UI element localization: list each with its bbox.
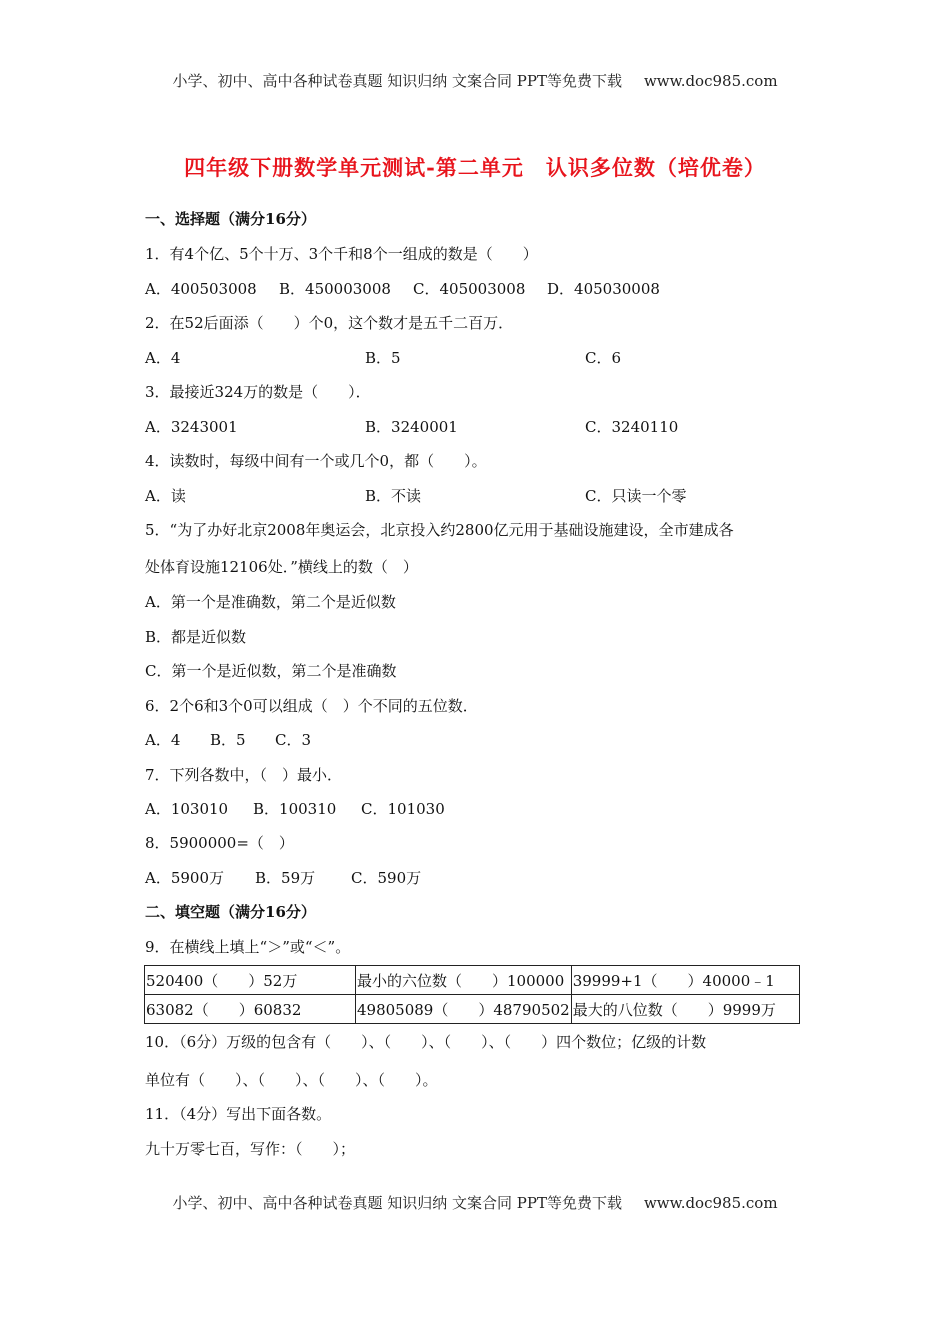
page-header [0, 70, 950, 91]
header-text: 小学、初中、高中各种试卷真题 知识归纳 文案合同 PPT等免费下载 [172, 72, 622, 90]
option-b: B．5 [210, 731, 246, 749]
question-11-item-1: 九十万零七百，写作：（ ）； [145, 1140, 356, 1158]
option-b: B．59万 [255, 869, 316, 887]
table-row [145, 995, 800, 1024]
option-a: A．5900万 [145, 869, 225, 887]
option-a: A．读 [145, 487, 186, 505]
question-10-line-2: 单位有（ ）、（ ）、（ ）、（ ）。 [145, 1071, 438, 1089]
question-5-option-a: A．第一个是准确数，第二个是近似数 [145, 593, 396, 611]
option-d: D．405030008 [547, 280, 660, 298]
option-b: B．100310 [253, 800, 337, 818]
question-7-options [145, 798, 445, 819]
option-a: A．400503008 [145, 280, 257, 298]
table-cell: 49805089（ ）48790502 [356, 995, 572, 1024]
question-5-line-2: 处体育设施12106处．”横线上的数（ ） [145, 558, 418, 576]
question-2: 2．在52后面添（ ）个0，这个数才是五千二百万． [145, 314, 514, 332]
question-1-options [145, 278, 660, 299]
option-b: B．5 [365, 349, 401, 367]
table-cell: 最小的六位数（ ）100000 [356, 966, 572, 995]
option-b: B．3240001 [365, 418, 458, 436]
option-a: A．4 [145, 731, 181, 749]
page-title: 四年级下册数学单元测试-第二单元 认识多位数（培优卷） [184, 155, 766, 180]
option-c: C．只读一个零 [585, 487, 687, 505]
question-8: 8．5900000=（ ） [145, 834, 294, 852]
page-footer [0, 1192, 950, 1213]
section-heading-choice: 一、选择题（满分16分） [145, 210, 316, 228]
question-10-line-1: 10．（6分）万级的包含有（ ）、（ ）、（ ）、（ ）四个数位；亿级的计数 [145, 1033, 707, 1051]
option-c: C．101030 [361, 800, 445, 818]
option-c: C．3240110 [585, 418, 679, 436]
question-6: 6．2个6和3个0可以组成（ ）个不同的五位数． [145, 697, 478, 715]
table-cell: 最大的八位数（ ）9999万 [571, 995, 799, 1024]
table-cell: 63082（ ）60832 [145, 995, 356, 1024]
option-a: A．3243001 [145, 418, 238, 436]
option-c: C．405003008 [413, 280, 526, 298]
header-site[interactable]: www.doc985.com [643, 72, 778, 90]
question-7: 7．下列各数中，（ ）最小． [145, 766, 343, 784]
question-3: 3．最接近324万的数是（ ）． [145, 383, 371, 401]
option-b: B．不读 [365, 487, 422, 505]
option-c: C．3 [275, 731, 312, 749]
option-a: A．4 [145, 349, 181, 367]
question-8-options [145, 867, 421, 888]
question-5-line-1: 5．“为了办好北京2008年奥运会，北京投入约2800亿元用于基础设施建设，全市建成各 [145, 521, 734, 539]
section-heading-fill: 二、填空题（满分16分） [145, 903, 316, 921]
question-5-option-b: B．都是近似数 [145, 628, 247, 646]
question-4-options [145, 485, 686, 506]
table-cell: 39999+1（ ）40000﹣1 [571, 966, 799, 995]
question-11: 11．（4分）写出下面各数。 [145, 1105, 332, 1123]
option-c: C．590万 [351, 869, 422, 887]
table-row [145, 966, 800, 995]
question-6-options [145, 729, 311, 750]
question-1: 1．有4个亿、5个十万、3个千和8个一组成的数是（ ） [145, 245, 538, 263]
question-9: 9．在横线上填上“＞”或“＜”。 [145, 938, 351, 956]
question-4: 4．读数时，每级中间有一个或几个0，都（ ）。 [145, 452, 487, 470]
question-3-options [145, 416, 678, 437]
option-a: A．103010 [145, 800, 229, 818]
comparison-table [144, 965, 800, 1024]
table-cell: 520400（ ）52万 [145, 966, 356, 995]
footer-site[interactable]: www.doc985.com [643, 1194, 778, 1212]
option-b: B．450003008 [279, 280, 391, 298]
question-5-option-c: C．第一个是近似数，第二个是准确数 [145, 662, 397, 680]
question-2-options [145, 347, 621, 368]
option-c: C．6 [585, 349, 622, 367]
footer-text: 小学、初中、高中各种试卷真题 知识归纳 文案合同 PPT等免费下载 [172, 1194, 622, 1212]
